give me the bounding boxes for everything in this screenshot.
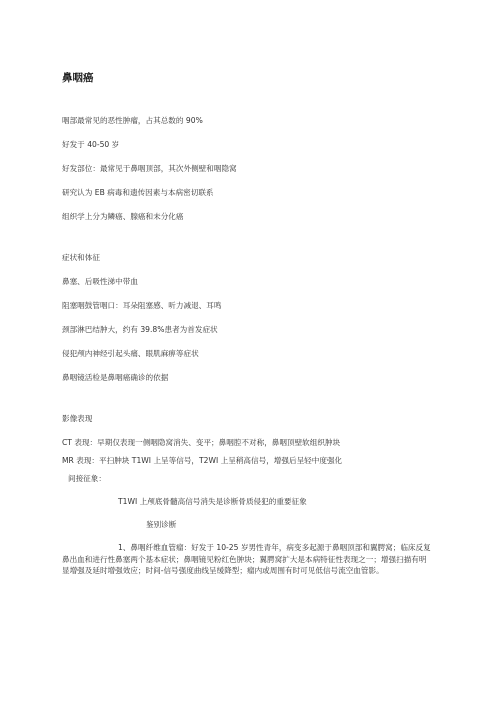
- imaging-heading: 影像表现: [62, 414, 93, 423]
- page-title: 鼻咽癌: [62, 72, 94, 84]
- intro-line-2: 好发于 40-50 岁: [62, 140, 120, 149]
- intro-line-3: 好发部位：最常见于鼻咽顶部，其次外侧壁和咽隐窝: [62, 164, 237, 173]
- symptoms-heading: 症状和体征: [62, 253, 100, 262]
- imaging-mr-line: MR 表现：平扫肿块 T1WI 上呈等信号，T2WI 上呈稍高信号，增强后呈轻中度强化: [62, 456, 343, 465]
- symptom-line-4: 侵犯颅内神经引起头痛、眼肌麻痹等症状: [62, 349, 199, 358]
- symptom-line-2: 阻塞咽鼓管咽口：耳朵阻塞感、听力减退、耳鸣: [62, 301, 222, 310]
- intro-line-4: 研究认为 EB 病毒和遗传因素与本病密切联系: [62, 188, 214, 197]
- symptom-line-5: 鼻咽镜活检是鼻咽癌确诊的依据: [62, 373, 169, 382]
- t1-note: T1WI 上颅底骨髓高信号消失是诊断骨质侵犯的重要征象: [118, 497, 307, 506]
- intro-line-1: 咽部最常见的恶性肿瘤，占其总数的 90%: [62, 116, 203, 125]
- symptom-line-1: 鼻塞、后吸性涕中带血: [62, 277, 138, 286]
- symptom-line-3: 颈部淋巴结肿大，约有 39.8%患者为首发症状: [62, 325, 218, 334]
- differential-paragraph-1: 1、鼻咽纤维血管瘤：好发于 10-25 岁男性青年，病变多起源于鼻咽顶部和翼腭窝；临床反复鼻出血和进行性鼻塞两个基本症状；鼻咽镜见粉红色肿块；翼腭窝扩大是本病特征性表现之一；增强扫描有明显增强及延时增强效应；时间-信号强度曲线呈缓降型；瘤内或周围有时可见低信号流空血管影。: [62, 543, 431, 575]
- differential-heading: 鉴别诊断: [146, 520, 177, 529]
- imaging-indirect-signs: 间接征象：: [68, 474, 106, 483]
- imaging-ct-line: CT 表现：早期仅表现一侧咽隐窝消失、变平；鼻咽腔不对称，鼻咽顶壁软组织肿块: [62, 438, 341, 447]
- intro-line-5: 组织学上分为鳞癌、腺癌和未分化癌: [62, 212, 184, 221]
